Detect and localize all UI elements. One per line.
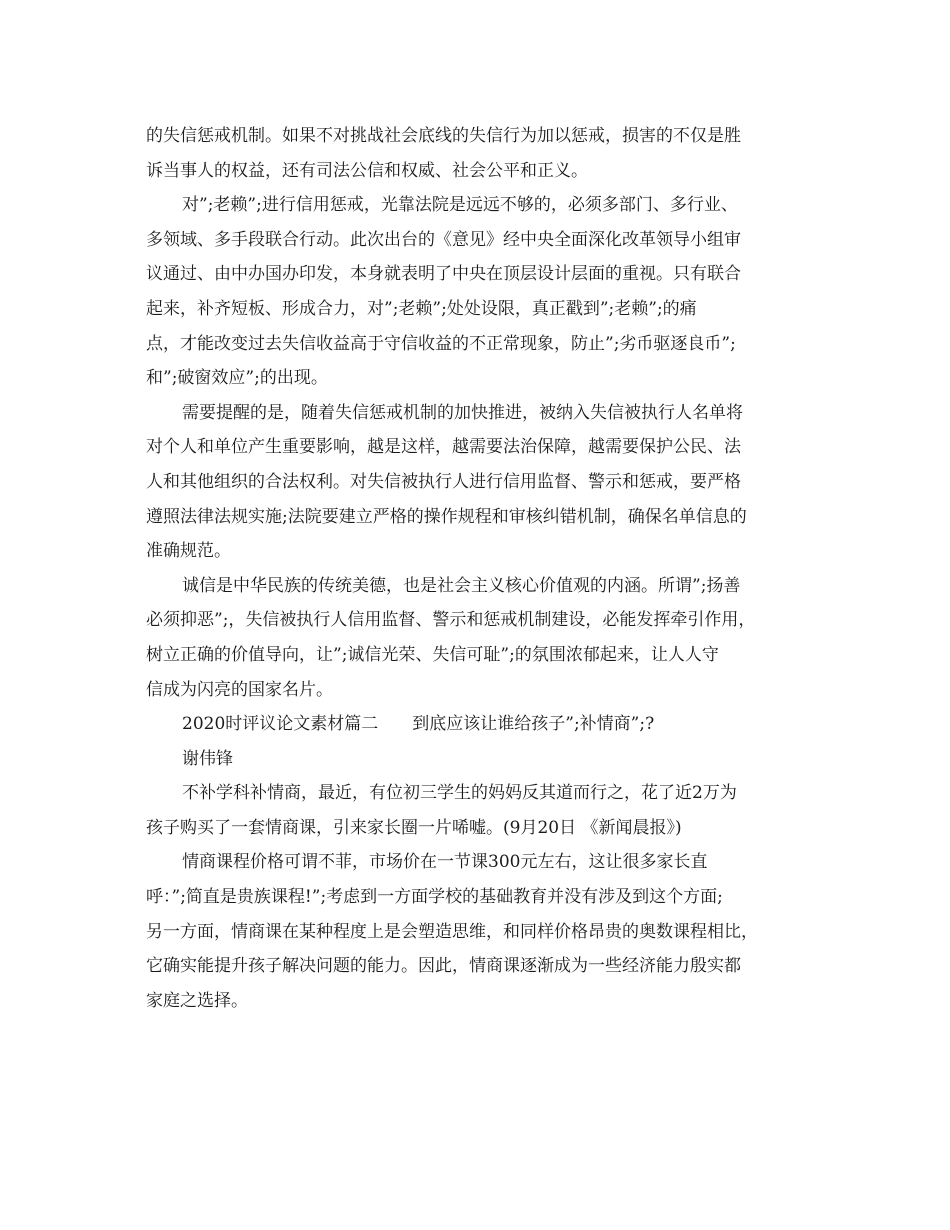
text-line: 呼：”;简直是贵族课程!”;考虑到一方面学校的基础教育并没有涉及到这个方面; — [146, 887, 723, 908]
text-line: 信成为闪亮的国家名片。 — [146, 679, 333, 700]
text-line: 树立正确的价值导向，让”;诚信光荣、失信可耻”;的氛围浓郁起来，让人人守 — [146, 644, 719, 665]
text-line: 的失信惩戒机制。如果不对挑战社会底线的失信行为加以惩戒，损害的不仅是胜 — [146, 126, 741, 146]
text-line: 2020时评议论文素材篇二 到底应该让谁给孩子”;补情商”;? — [182, 714, 655, 735]
text-line: 诚信是中华民族的传统美德，也是社会主义核心价值观的内涵。所谓”;扬善 — [182, 575, 741, 596]
text-line: 多领域、多手段联合行动。此次出台的《意见》经中央全面深化改革领导小组审 — [146, 229, 741, 250]
text-line: 点，才能改变过去失信收益高于守信收益的不正常现象，防止”;劣币驱逐良币”; — [146, 333, 736, 354]
text-line: 对个人和单位产生重要影响，越是这样，越需要法治保障，越需要保护公民、法 — [146, 437, 741, 458]
text-line: 家庭之选择。 — [146, 990, 248, 1011]
text-line: 它确实能提升孩子解决问题的能力。因此，情商课逐渐成为一些经济能力殷实都 — [146, 956, 741, 977]
text-line: 对”;老赖”;进行信用惩戒，光靠法院是远远不够的，必须多部门、多行业、 — [182, 195, 738, 216]
article-body — [146, 119, 836, 1018]
text-line: 人和其他组织的合法权利。对失信被执行人进行信用监督、警示和惩戒，要严格 — [146, 471, 741, 492]
text-line: 遵照法律法规实施;法院要建立严格的操作规程和审核纠错机制，确保名单信息的 — [146, 506, 747, 527]
text-line: 起来，补齐短板、形成合力，对”;老赖”;处处设限，真正戳到”;老赖”;的痛 — [146, 298, 697, 319]
text-line: 必须抑恶”;，失信被执行人信用监督、警示和惩戒机制建设，必能发挥牵引作用， — [146, 610, 756, 631]
text-line: 不补学科补情商，最近，有位初三学生的妈妈反其道而行之，花了近2万为 — [182, 783, 737, 804]
text-line: 诉当事人的权益，还有司法公信和权威、社会公平和正义。 — [146, 160, 588, 181]
text-line: 需要提醒的是，随着失信惩戒机制的加快推进，被纳入失信被执行人名单将 — [182, 402, 743, 423]
text-line: 另一方面，情商课在某种程度上是会塑造思维，和同样价格昂贵的奥数课程相比， — [146, 921, 758, 942]
text-line: 议通过、由中办国办印发，本身就表明了中央在顶层设计层面的重视。只有联合 — [146, 264, 741, 285]
text-line: 和”;破窗效应”;的出现。 — [146, 368, 328, 389]
text-line: 准确规范。 — [146, 541, 231, 562]
text-line: 谢伟锋 — [182, 748, 233, 769]
text-line: 孩子购买了一套情商课，引来家长圈一片唏嘘。(9月20日 《新闻晨报》) — [146, 817, 682, 838]
text-line: 情商课程价格可谓不菲，市场价在一节课300元左右，这让很多家长直 — [182, 852, 708, 873]
